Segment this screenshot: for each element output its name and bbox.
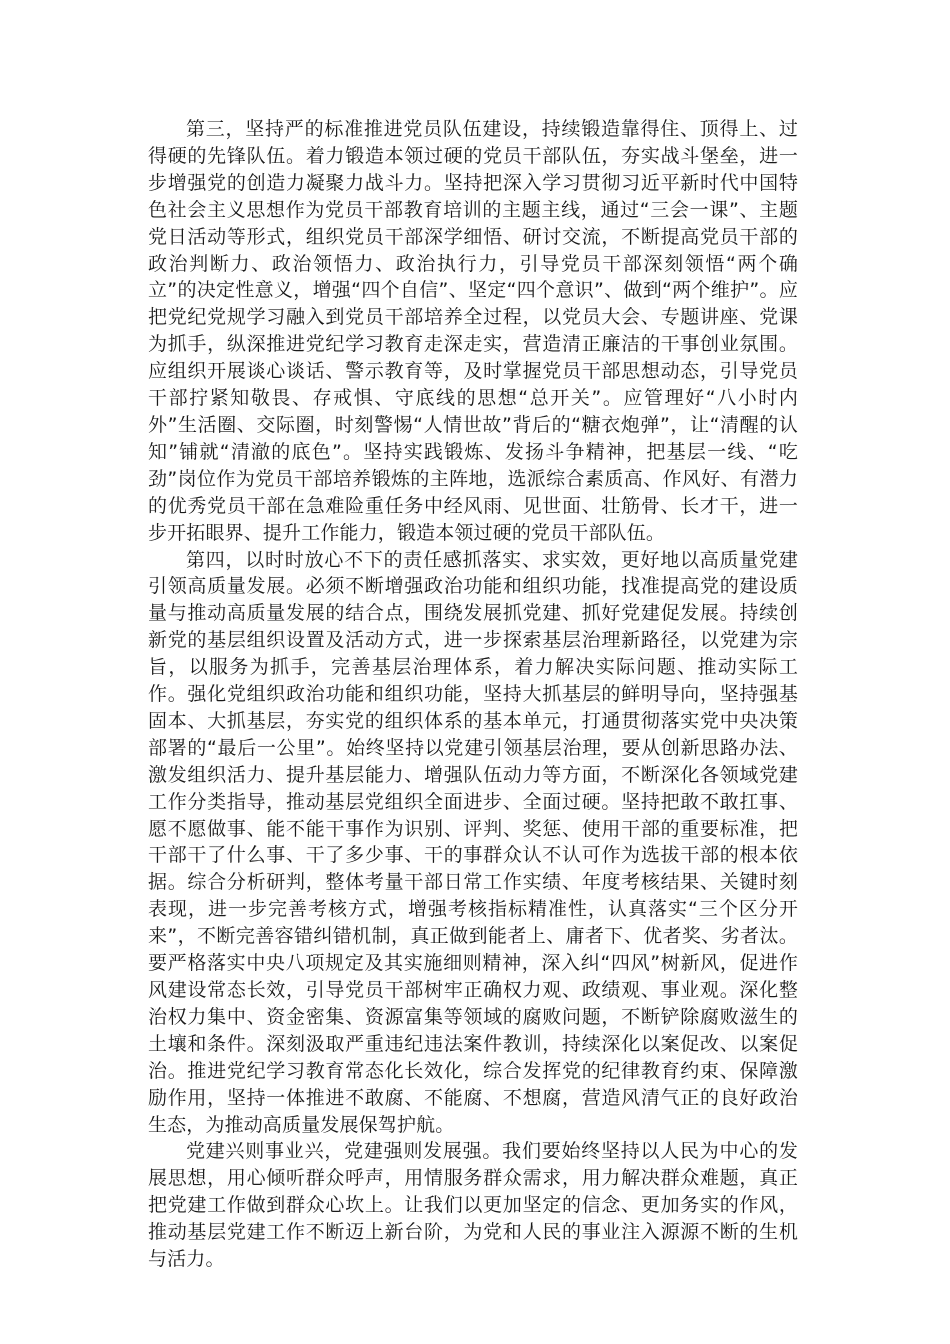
paragraph-third-point: 第三，坚持严的标准推进党员队伍建设，持续锻造靠得住、顶得上、过得硬的先锋队伍。着力锻造本领过硬的党员干部队伍，夯实战斗堡垒，进一步增强党的创造力凝聚力战斗力。坚持把深入学习贯彻习近平新时代中国特色社会主义思想作为党员干部教育培训的主题主线，通过“三会一课”、主题党日活动等形式，组织党员干部深学细悟、研讨交流，不断提高党员干部的政治判断力、政治领悟力、政治执行力，引导党员干部深刻领悟“两个确立”的决定性意义，增强“四个自信”、坚定“四个意识”、做到“两个维护”。应把党纪党规学习融入到党员干部培养全过程，以党员大会、专题讲座、党课为抓手，纵深推进党纪学习教育走深走实，营造清正廉洁的干事创业氛围。应组织开展谈心谈话、警示教育等，及时掌握党员干部思想动态，引导党员干部拧紧知敬畏、存戒惧、守底线的思想“总开关”。应管理好“八小时内外”生活圈、交际圈，时刻警惕“人情世故”背后的“糖衣炮弹”，让“清醒的认知”铺就“清澈的底色”。坚持实践锻炼、发扬斗争精神，把基层一线、“吃劲”岗位作为党员干部培养锻炼的主阵地，选派综合素质高、作风好、有潜力的优秀党员干部在急难险重任务中经风雨、见世面、壮筋骨、长才干，进一步开拓眼界、提升工作能力，锻造本领过硬的党员干部队伍。 [148, 118, 798, 544]
paragraph-conclusion: 党建兴则事业兴，党建强则发展强。我们要始终坚持以人民为中心的发展思想，用心倾听群众呼声，用情服务群众需求，用力解决群众难题，真正把党建工作做到群众心坎上。让我们以更加坚定的信念、更加务实的作风，推动基层党建工作不断迈上新台阶，为党和人民的事业注入源源不断的生机与活力。 [148, 1140, 798, 1271]
paragraph-fourth-point: 第四，以时时放心不下的责任感抓落实、求实效，更好地以高质量党建引领高质量发展。必须不断增强政治功能和组织功能，找准提高党的建设质量与推动高质量发展的结合点，围绕发展抓党建、抓好党建促发展。持续创新党的基层组织设置及活动方式，进一步探索基层治理新路径，以党建为宗旨，以服务为抓手，完善基层治理体系，着力解决实际问题、推动实际工作。强化党组织政治功能和组织功能，坚持大抓基层的鲜明导向，坚持强基固本、大抓基层，夯实党的组织体系的基本单元，打通贯彻落实党中央决策部署的“最后一公里”。始终坚持以党建引领基层治理，要从创新思路办法、激发组织活力、提升基层能力、增强队伍动力等方面，不断深化各领域党建工作分类指导，推动基层党组织全面进步、全面过硬。坚持把敢不敢扛事、愿不愿做事、能不能干事作为识别、评判、奖惩、使用干部的重要标准，把干部干了什么事、干了多少事、干的事群众认不认可作为选拔干部的根本依据。综合分析研判，整体考量干部日常工作实绩、年度考核结果、关键时刻表现，进一步完善考核方式，增强考核指标精准性，认真落实“三个区分开来”，不断完善容错纠错机制，真正做到能者上、庸者下、优者奖、劣者汰。要严格落实中央八项规定及其实施细则精神，深入纠“四风”树新风，促进作风建设常态长效，引导党员干部树牢正确权力观、政绩观、事业观。深化整治权力集中、资金密集、资源富集等领域的腐败问题，不断铲除腐败滋生的土壤和条件。深刻汲取严重违纪违法案件教训，持续深化以案促改、以案促治。推进党纪学习教育常态化长效化，综合发挥党的纪律教育约束、保障激励作用，坚持一体推进不敢腐、不能腐、不想腐，营造风清气正的良好政治生态，为推动高质量发展保驾护航。 [148, 548, 798, 1136]
document-body [148, 116, 798, 1273]
